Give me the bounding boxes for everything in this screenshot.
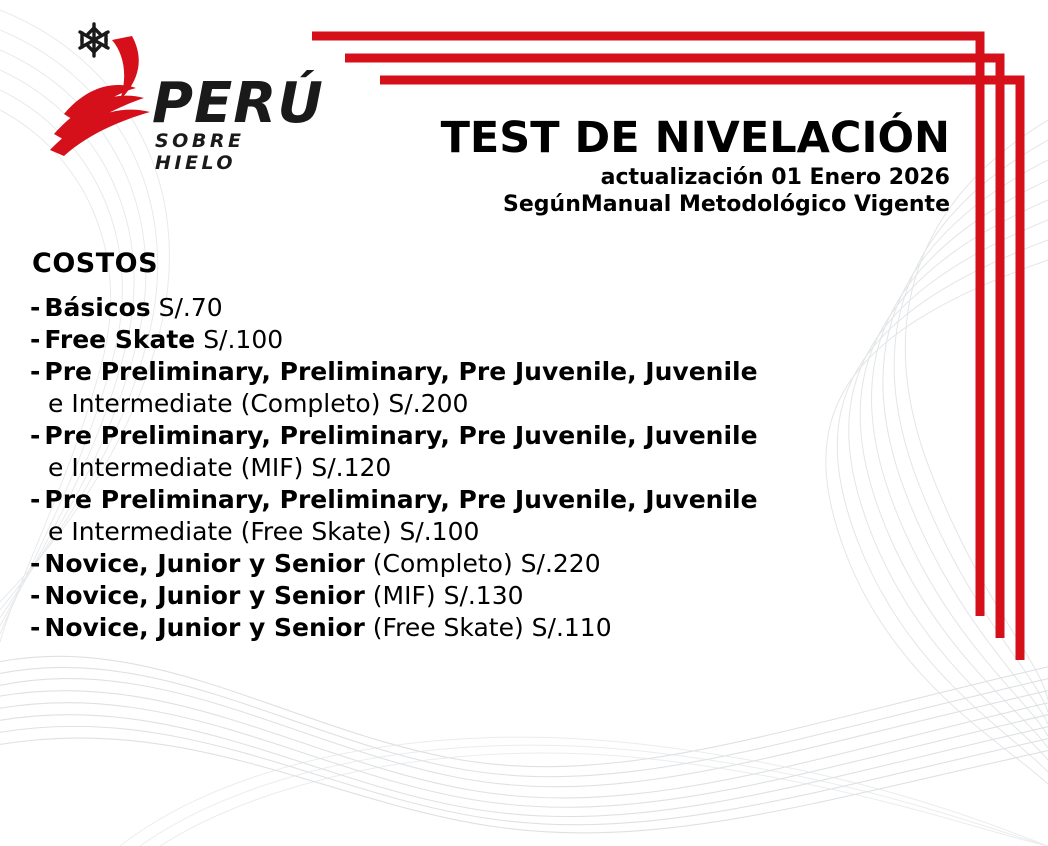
list-item-continuation [30,388,890,420]
list-item-label: Pre Preliminary, Preliminary, Pre Juvenile, Juvenile [44,357,758,386]
list-item-label-cont: e Intermediate [48,389,233,418]
list-item-label-cont: e Intermediate [48,453,233,482]
list-item-continuation [30,452,890,484]
title-subtitle-date: actualización 01 Enero 2026 [600,165,950,191]
costs-list [30,292,890,644]
list-bullet: - [30,581,41,610]
title-block [440,113,950,218]
list-item-price: (Completo) S/.200 [240,389,469,418]
list-item-label-cont: e Intermediate [48,517,233,546]
list-bullet: - [30,325,41,354]
logo-wordmark: PERÚ [152,71,324,136]
list-bullet: - [30,549,41,578]
list-item [30,612,890,644]
list-item [30,292,890,324]
list-item [30,580,890,612]
list-bullet: - [30,485,41,514]
list-bullet: - [30,357,41,386]
list-item [30,548,890,580]
list-bullet: - [30,421,41,450]
logo [24,18,324,174]
title-subtitle-reference: SegúnManual Metodológico Vigente [503,192,950,218]
list-item [30,420,890,452]
list-item-label: Novice, Junior y Senior [44,613,365,642]
list-item [30,484,890,516]
snowflake-icon [80,24,108,56]
list-item-price: (Free Skate) S/.110 [372,613,612,642]
list-item-price: (Completo) S/.220 [372,549,601,578]
list-item-label: Novice, Junior y Senior [44,549,365,578]
list-item [30,324,890,356]
list-item [30,356,890,388]
list-item-label: Pre Preliminary, Preliminary, Pre Juvenile, Juvenile [44,421,758,450]
list-item-price: (Free Skate) S/.100 [240,517,480,546]
list-bullet: - [30,293,41,322]
list-item-price: (MIF) S/.120 [240,453,392,482]
list-item-continuation [30,516,890,548]
page-title: TEST DE NIVELACIÓN [440,113,950,163]
list-item-price: (MIF) S/.130 [372,581,524,610]
list-bullet: - [30,613,41,642]
logo-tagline: SOBRE HIELO [155,130,245,174]
list-item-label: Novice, Junior y Senior [44,581,365,610]
list-item-label: Básicos [44,293,151,322]
list-item-label: Free Skate [44,325,196,354]
list-item-price: S/.70 [158,293,223,322]
costs-heading: COSTOS [32,248,159,279]
list-item-price: S/.100 [203,325,284,354]
list-item-label: Pre Preliminary, Preliminary, Pre Juvenile, Juvenile [44,485,758,514]
